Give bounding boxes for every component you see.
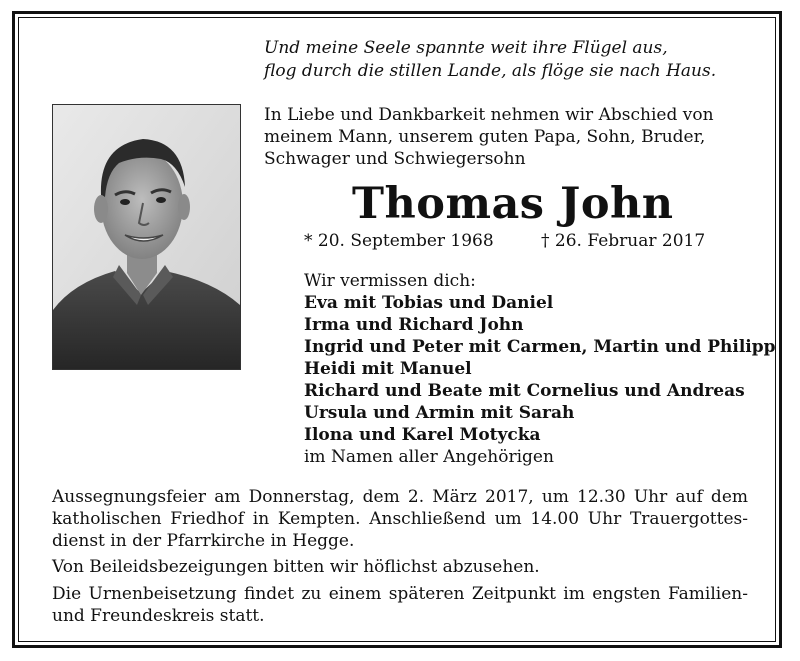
mourners-heading: Wir vermissen dich: — [304, 271, 476, 291]
mourner-line: Richard und Beate mit Cornelius und Andreas — [304, 381, 745, 401]
intro-line-2: meinem Mann, unserem guten Papa, Sohn, Bruder, — [264, 127, 706, 147]
mourner-line: Ilona und Karel Motycka — [304, 425, 541, 445]
mourner-line: Ingrid und Peter mit Carmen, Martin und Philipp — [304, 337, 776, 357]
mourner-line: Irma und Richard John — [304, 315, 524, 335]
condolence-notice: Von Beileidsbezeigungen bitten wir höflichst abzusehen. — [52, 557, 540, 577]
urn-notice: Die Urnenbeisetzung findet zu einem späteren Zeitpunkt im engsten Familien- und Freundeskreis statt. — [52, 584, 748, 626]
mourner-line: Heidi mit Manuel — [304, 359, 472, 379]
portrait-photo — [52, 104, 241, 370]
poem-line-1: Und meine Seele spannte weit ihre Flügel aus, — [264, 38, 668, 58]
funeral-notice: Aussegnungsfeier am Donnerstag, dem 2. März 2017, um 12.30 Uhr auf dem katholischen Friedhof in Kempten. Anschließend um 14.00 Uhr Trauergottes-dienst in der Pfarrkirche in Hegge. — [52, 487, 748, 551]
poem-line-2: flog durch die stillen Lande, als flöge sie nach Haus. — [264, 61, 717, 81]
death-date: † 26. Februar 2017 — [541, 231, 706, 251]
intro-line-1: In Liebe und Dankbarkeit nehmen wir Abschied von — [264, 105, 714, 125]
intro-line-3: Schwager und Schwiegersohn — [264, 149, 526, 169]
birth-date: * 20. September 1968 — [304, 231, 494, 251]
mourner-line: Ursula und Armin mit Sarah — [304, 403, 575, 423]
deceased-name: Thomas John — [352, 179, 674, 229]
mourners-closing: im Namen aller Angehörigen — [304, 447, 554, 467]
mourner-line: Eva mit Tobias und Daniel — [304, 293, 554, 313]
